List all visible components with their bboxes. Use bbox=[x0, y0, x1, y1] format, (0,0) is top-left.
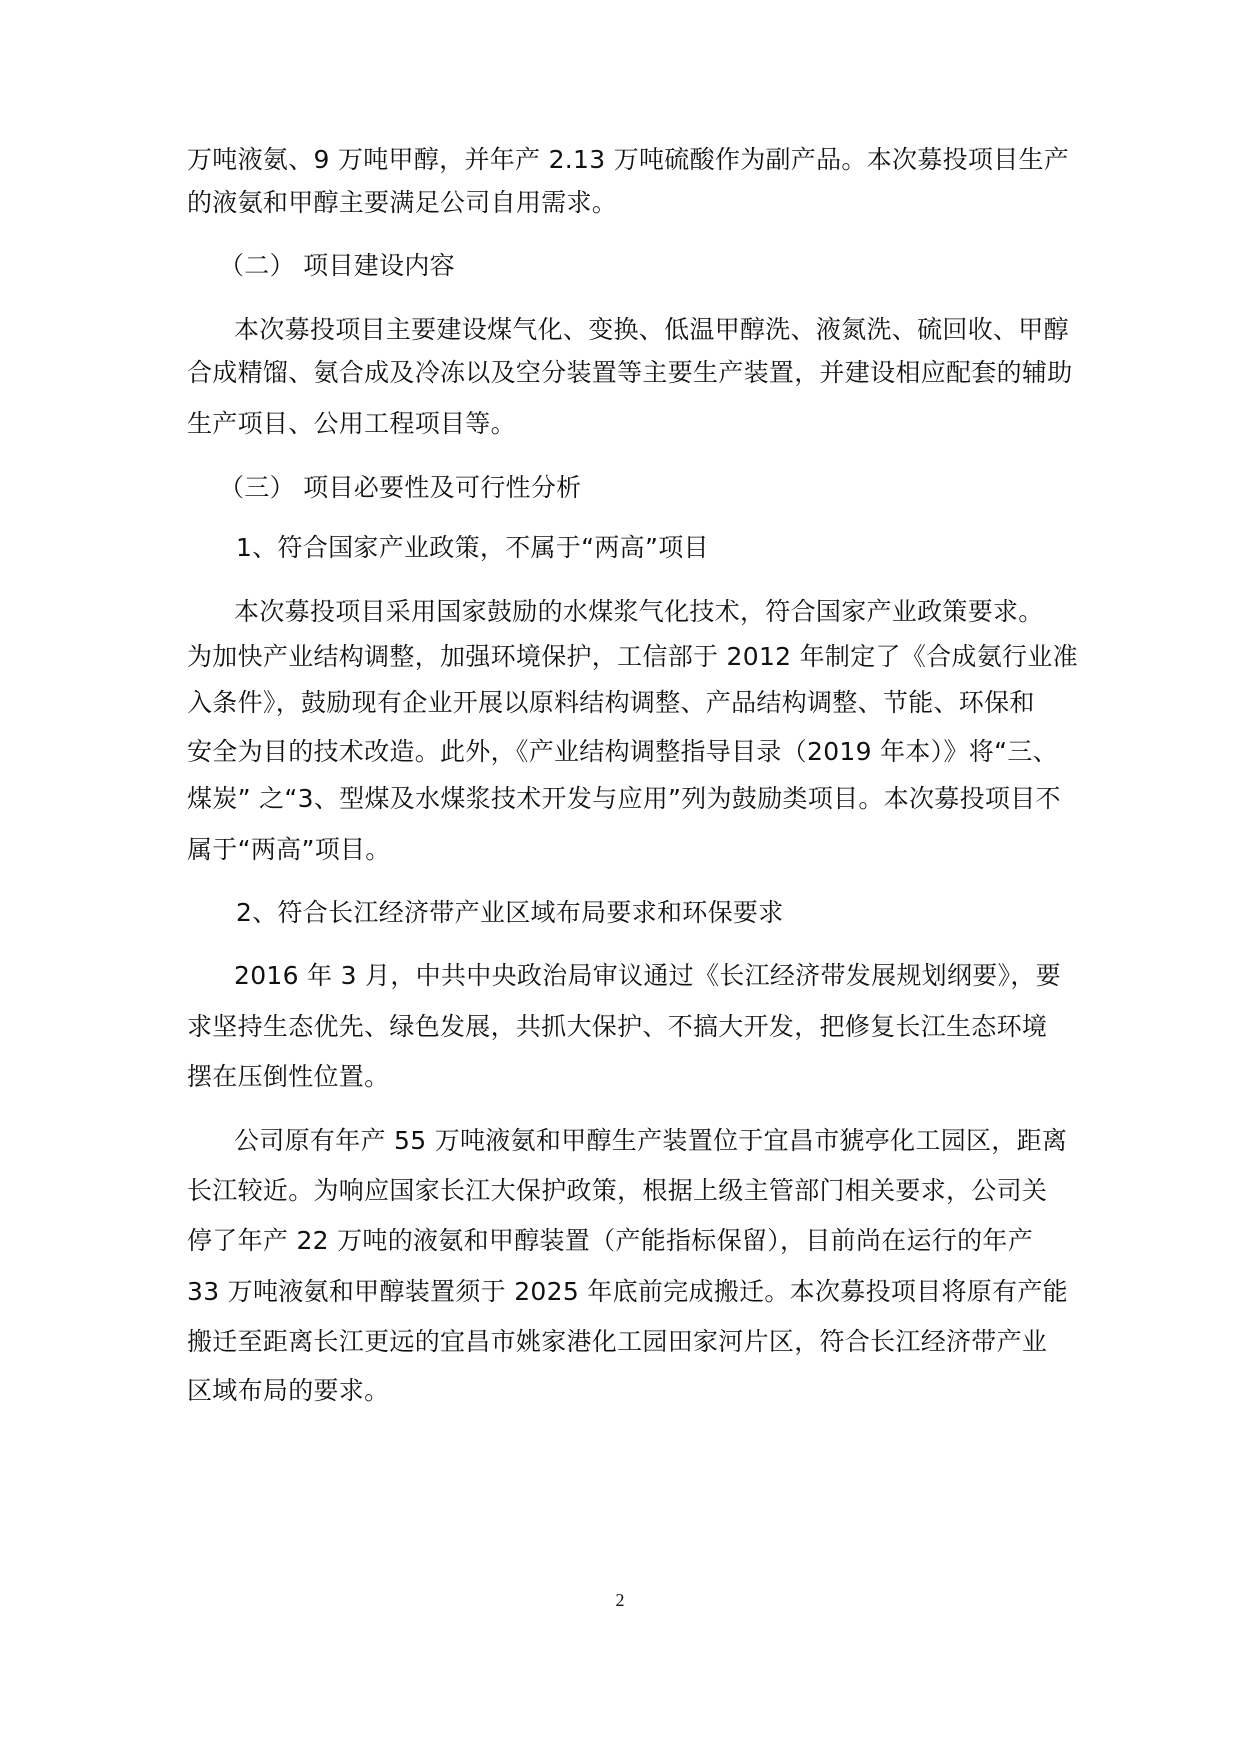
body-text-line: 33 万吨液氨和甲醇装置须于 2025 年底前完成搬迁。本次募投项目将原有产能 bbox=[187, 1277, 1068, 1306]
section-heading: （三） 项目必要性及可行性分析 bbox=[219, 473, 582, 502]
body-text-line: 生产项目、公用工程项目等。 bbox=[187, 409, 516, 438]
body-text-line: 的液氨和甲醇主要满足公司自用需求。 bbox=[187, 188, 618, 217]
body-text-line: 煤炭” 之“3、型煤及水煤浆技术开发与应用”列为鼓励类项目。本次募投项目不 bbox=[187, 784, 1061, 813]
body-text-line: 合成精馏、氨合成及冷冻以及空分装置等主要生产装置，并建设相应配套的辅助 bbox=[187, 358, 1073, 387]
section-heading: （二） 项目建设内容 bbox=[219, 251, 455, 280]
subsection-heading: 1、符合国家产业政策，不属于“两高”项目 bbox=[236, 533, 709, 562]
body-text-line: 区域布局的要求。 bbox=[187, 1376, 390, 1405]
body-text-line: 搬迁至距离长江更远的宜昌市姚家港化工园田家河片区，符合长江经济带产业 bbox=[187, 1327, 1048, 1356]
page-number: 2 bbox=[615, 1590, 625, 1610]
body-text-line: 长江较近。为响应国家长江大保护政策，根据上级主管部门相关要求，公司关 bbox=[187, 1176, 1048, 1205]
body-text-line: 入条件》，鼓励现有企业开展以原料结构调整、产品结构调整、节能、环保和 bbox=[187, 688, 1035, 717]
body-text-line: 万吨液氨、9 万吨甲醇，并年产 2.13 万吨硫酸作为副产品。本次募投项目生产 bbox=[187, 145, 1070, 174]
body-text-line: 2016 年 3 月，中共中央政治局审议通过《长江经济带发展规划纲要》，要 bbox=[234, 961, 1061, 990]
body-text-line: 本次募投项目采用国家鼓励的水煤浆气化技术，符合国家产业政策要求。 bbox=[234, 597, 1044, 626]
body-text-line: 摆在压倒性位置。 bbox=[187, 1062, 390, 1091]
body-text-line: 本次募投项目主要建设煤气化、变换、低温甲醇洗、液氮洗、硫回收、甲醇 bbox=[234, 315, 1069, 344]
body-text-line: 公司原有年产 55 万吨液氨和甲醇生产装置位于宜昌市猇亭化工园区，距离 bbox=[234, 1126, 1068, 1155]
body-text-line: 停了年产 22 万吨的液氨和甲醇装置（产能指标保留），目前尚在运行的年产 bbox=[187, 1226, 1034, 1255]
subsection-heading: 2、符合长江经济带产业区域布局要求和环保要求 bbox=[236, 898, 784, 927]
body-text-line: 属于“两高”项目。 bbox=[187, 835, 391, 864]
body-text-line: 安全为目的技术改造。此外，《产业结构调整指导目录（2019 年本）》将“三、 bbox=[187, 737, 1058, 766]
body-text-line: 为加快产业结构调整，加强环境保护，工信部于 2012 年制定了《合成氨行业准 bbox=[187, 642, 1078, 671]
body-text-line: 求坚持生态优先、绿色发展，共抓大保护、不搞大开发，把修复长江生态环境 bbox=[187, 1012, 1048, 1041]
